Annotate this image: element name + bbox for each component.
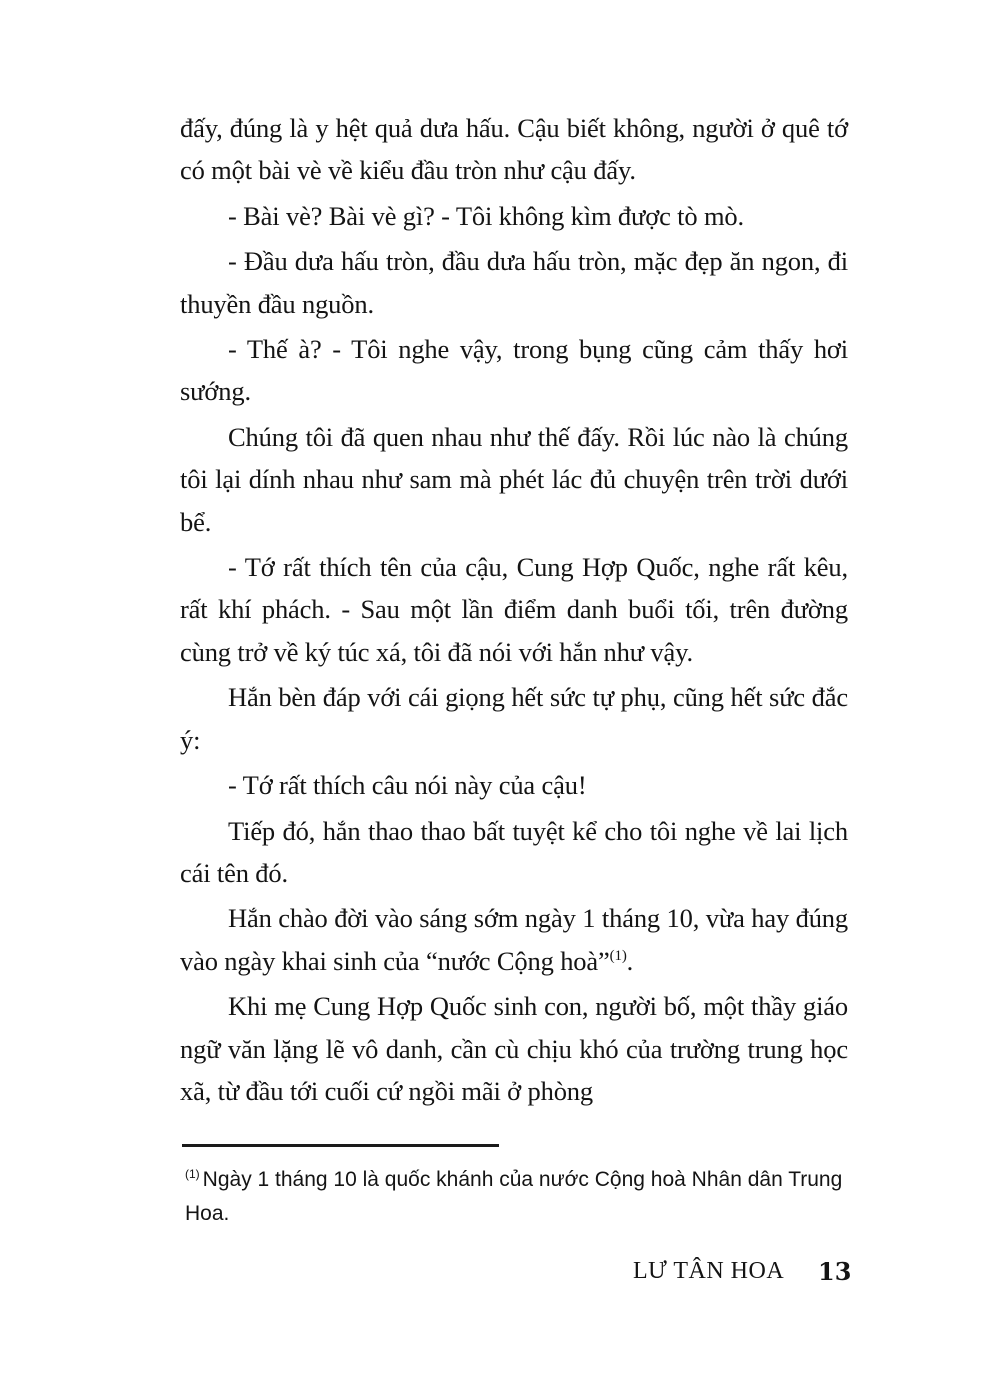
body-text — [180, 107, 848, 1115]
running-footer — [600, 1258, 850, 1288]
footnote — [185, 1163, 855, 1231]
paragraph-8: - Tớ rất thích câu nói này của cậu! — [228, 770, 587, 801]
paragraph-10-text: Hắn chào đời vào sáng sớm ngày 1 tháng 10, vừa hay đúng vào ngày khai sinh của “nước Cộng hoà” — [180, 903, 848, 976]
paragraph-9: Tiếp đó, hắn thao thao bất tuyệt kể cho tôi nghe về lai lịch cái tên đó. — [180, 815, 848, 888]
footnote-text: Ngày 1 tháng 10 là quốc khánh của nước Cộng hoà Nhân dân Trung Hoa. — [185, 1168, 843, 1225]
paragraph-5: Chúng tôi đã quen nhau như thế đấy. Rồi lúc nào là chúng tôi lại dính nhau như sam mà phét lác đủ chuyện trên trời dưới bể. — [180, 421, 848, 537]
footnote-divider — [182, 1144, 499, 1147]
author-name: LƯ TÂN HOA — [633, 1258, 785, 1284]
paragraph-10 — [180, 897, 848, 982]
paragraph-1: đấy, đúng là y hệt quả dưa hấu. Cậu biết không, người ở quê tớ có một bài vè về kiểu đầu tròn như cậu đấy. — [180, 113, 848, 186]
paragraph-11: Khi mẹ Cung Hợp Quốc sinh con, người bố, một thầy giáo ngữ văn lặng lẽ vô danh, cần cù chịu khó của trường trung học xã, từ đầu tới cuối cứ ngồi mãi ở phòng — [180, 991, 848, 1106]
paragraph-2: - Bài vè? Bài vè gì? - Tôi không kìm được tò mò. — [228, 200, 744, 231]
paragraph-4: - Thế à? - Tôi nghe vậy, trong bụng cũng cảm thấy hơi sướng. — [180, 334, 848, 407]
paragraph-7: Hắn bèn đáp với cái giọng hết sức tự phụ, cũng hết sức đắc ý: — [180, 682, 848, 755]
footnote-reference[interactable]: (1) — [609, 947, 627, 964]
footnote-marker: (1) — [185, 1167, 200, 1181]
paragraph-10-end: . — [626, 945, 634, 976]
page-number: 13 — [818, 1257, 852, 1286]
paragraph-6: - Tớ rất thích tên của cậu, Cung Hợp Quốc, nghe rất kêu, rất khí phách. - Sau một lần điểm danh buổi tối, trên đường cùng trở về ký túc xá, tôi đã nói với hắn như vậy. — [180, 552, 848, 667]
paragraph-3: - Đầu dưa hấu tròn, đầu dưa hấu tròn, mặc đẹp ăn ngon, đi thuyền đầu nguồn. — [180, 246, 848, 319]
